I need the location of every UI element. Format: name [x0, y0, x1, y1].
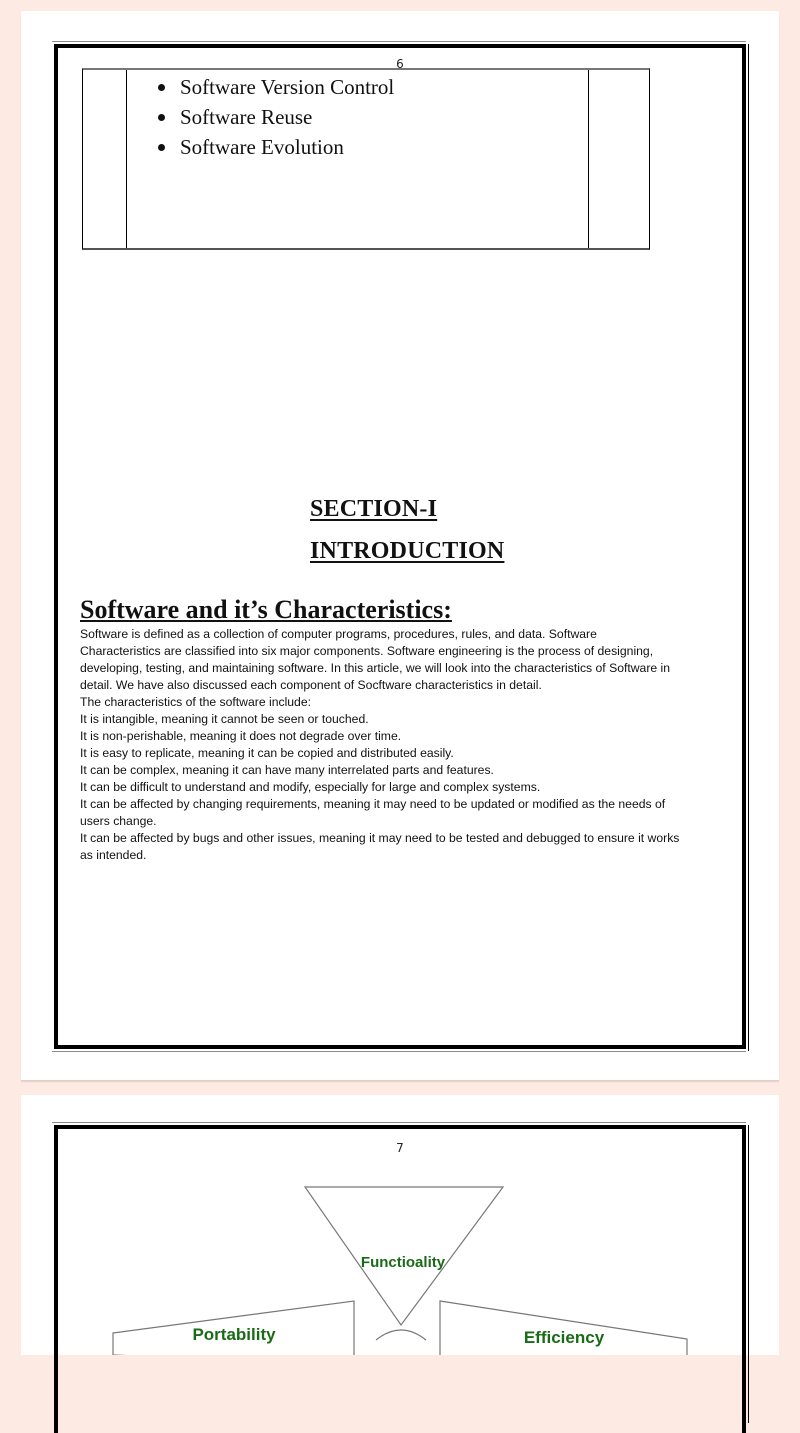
bullet-icon	[158, 144, 165, 151]
section-subtitle: INTRODUCTION	[310, 538, 505, 564]
page-border-shadow	[748, 44, 749, 1051]
paragraph: It can be complex, meaning it can have many interrelated parts and features.	[80, 763, 494, 777]
list-item-text: Software Reuse	[180, 105, 313, 129]
paragraph: It is intangible, meaning it cannot be seen or touched.	[80, 712, 369, 726]
paragraph: It is non-perishable, meaning it does not degrade over time.	[80, 729, 402, 743]
characteristics-heading: Software and it’s Characteristics:	[80, 595, 452, 624]
paragraph: It can be affected by bugs and other issues, meaning it may need to be tested and debugged to ensure it works as intended.	[80, 831, 680, 862]
characteristics-diagram	[21, 1095, 779, 1355]
list-item	[158, 72, 394, 102]
list-item-text: Software Version Control	[180, 75, 395, 99]
list-item	[158, 102, 394, 132]
page-number: 7	[396, 1141, 404, 1155]
intro-paragraph: Software is defined as a collection of computer programs, procedures, rules, and data. Software Characteristics are classified into six major components. Software engineering is the process of designing, developing, testing, and maintaining software. In this article, we will look into the characteristics of Software in detail. We have also discussed each component of Socftware characteristics in detail.	[80, 627, 671, 692]
bullet-icon	[158, 114, 165, 121]
paragraph: It is easy to replicate, meaning it can be copied and distributed easily.	[80, 746, 454, 760]
topics-list	[158, 72, 394, 162]
portability-label: Portability	[192, 1325, 276, 1344]
document-page-6	[21, 11, 779, 1080]
section-title: SECTION-I	[310, 496, 438, 522]
page-number: 6	[396, 57, 404, 71]
center-circle	[376, 1330, 426, 1340]
list-item	[158, 132, 394, 162]
body-text	[80, 626, 680, 864]
paragraph: It can be difficult to understand and modify, especially for large and complex systems.	[80, 780, 541, 794]
efficiency-label: Efficiency	[523, 1328, 605, 1347]
paragraph: It can be affected by changing requirements, meaning it may need to be updated or modified as the needs of users change.	[80, 797, 666, 828]
bullet-icon	[158, 84, 165, 91]
paragraph: The characteristics of the software include:	[80, 695, 311, 709]
table-column-divider-left	[126, 70, 127, 248]
table-column-divider-right	[588, 70, 589, 248]
functionality-label: Functioality	[360, 1254, 446, 1271]
document-page-7	[21, 1095, 779, 1355]
topics-table	[82, 68, 650, 250]
list-item-text: Software Evolution	[180, 135, 344, 159]
